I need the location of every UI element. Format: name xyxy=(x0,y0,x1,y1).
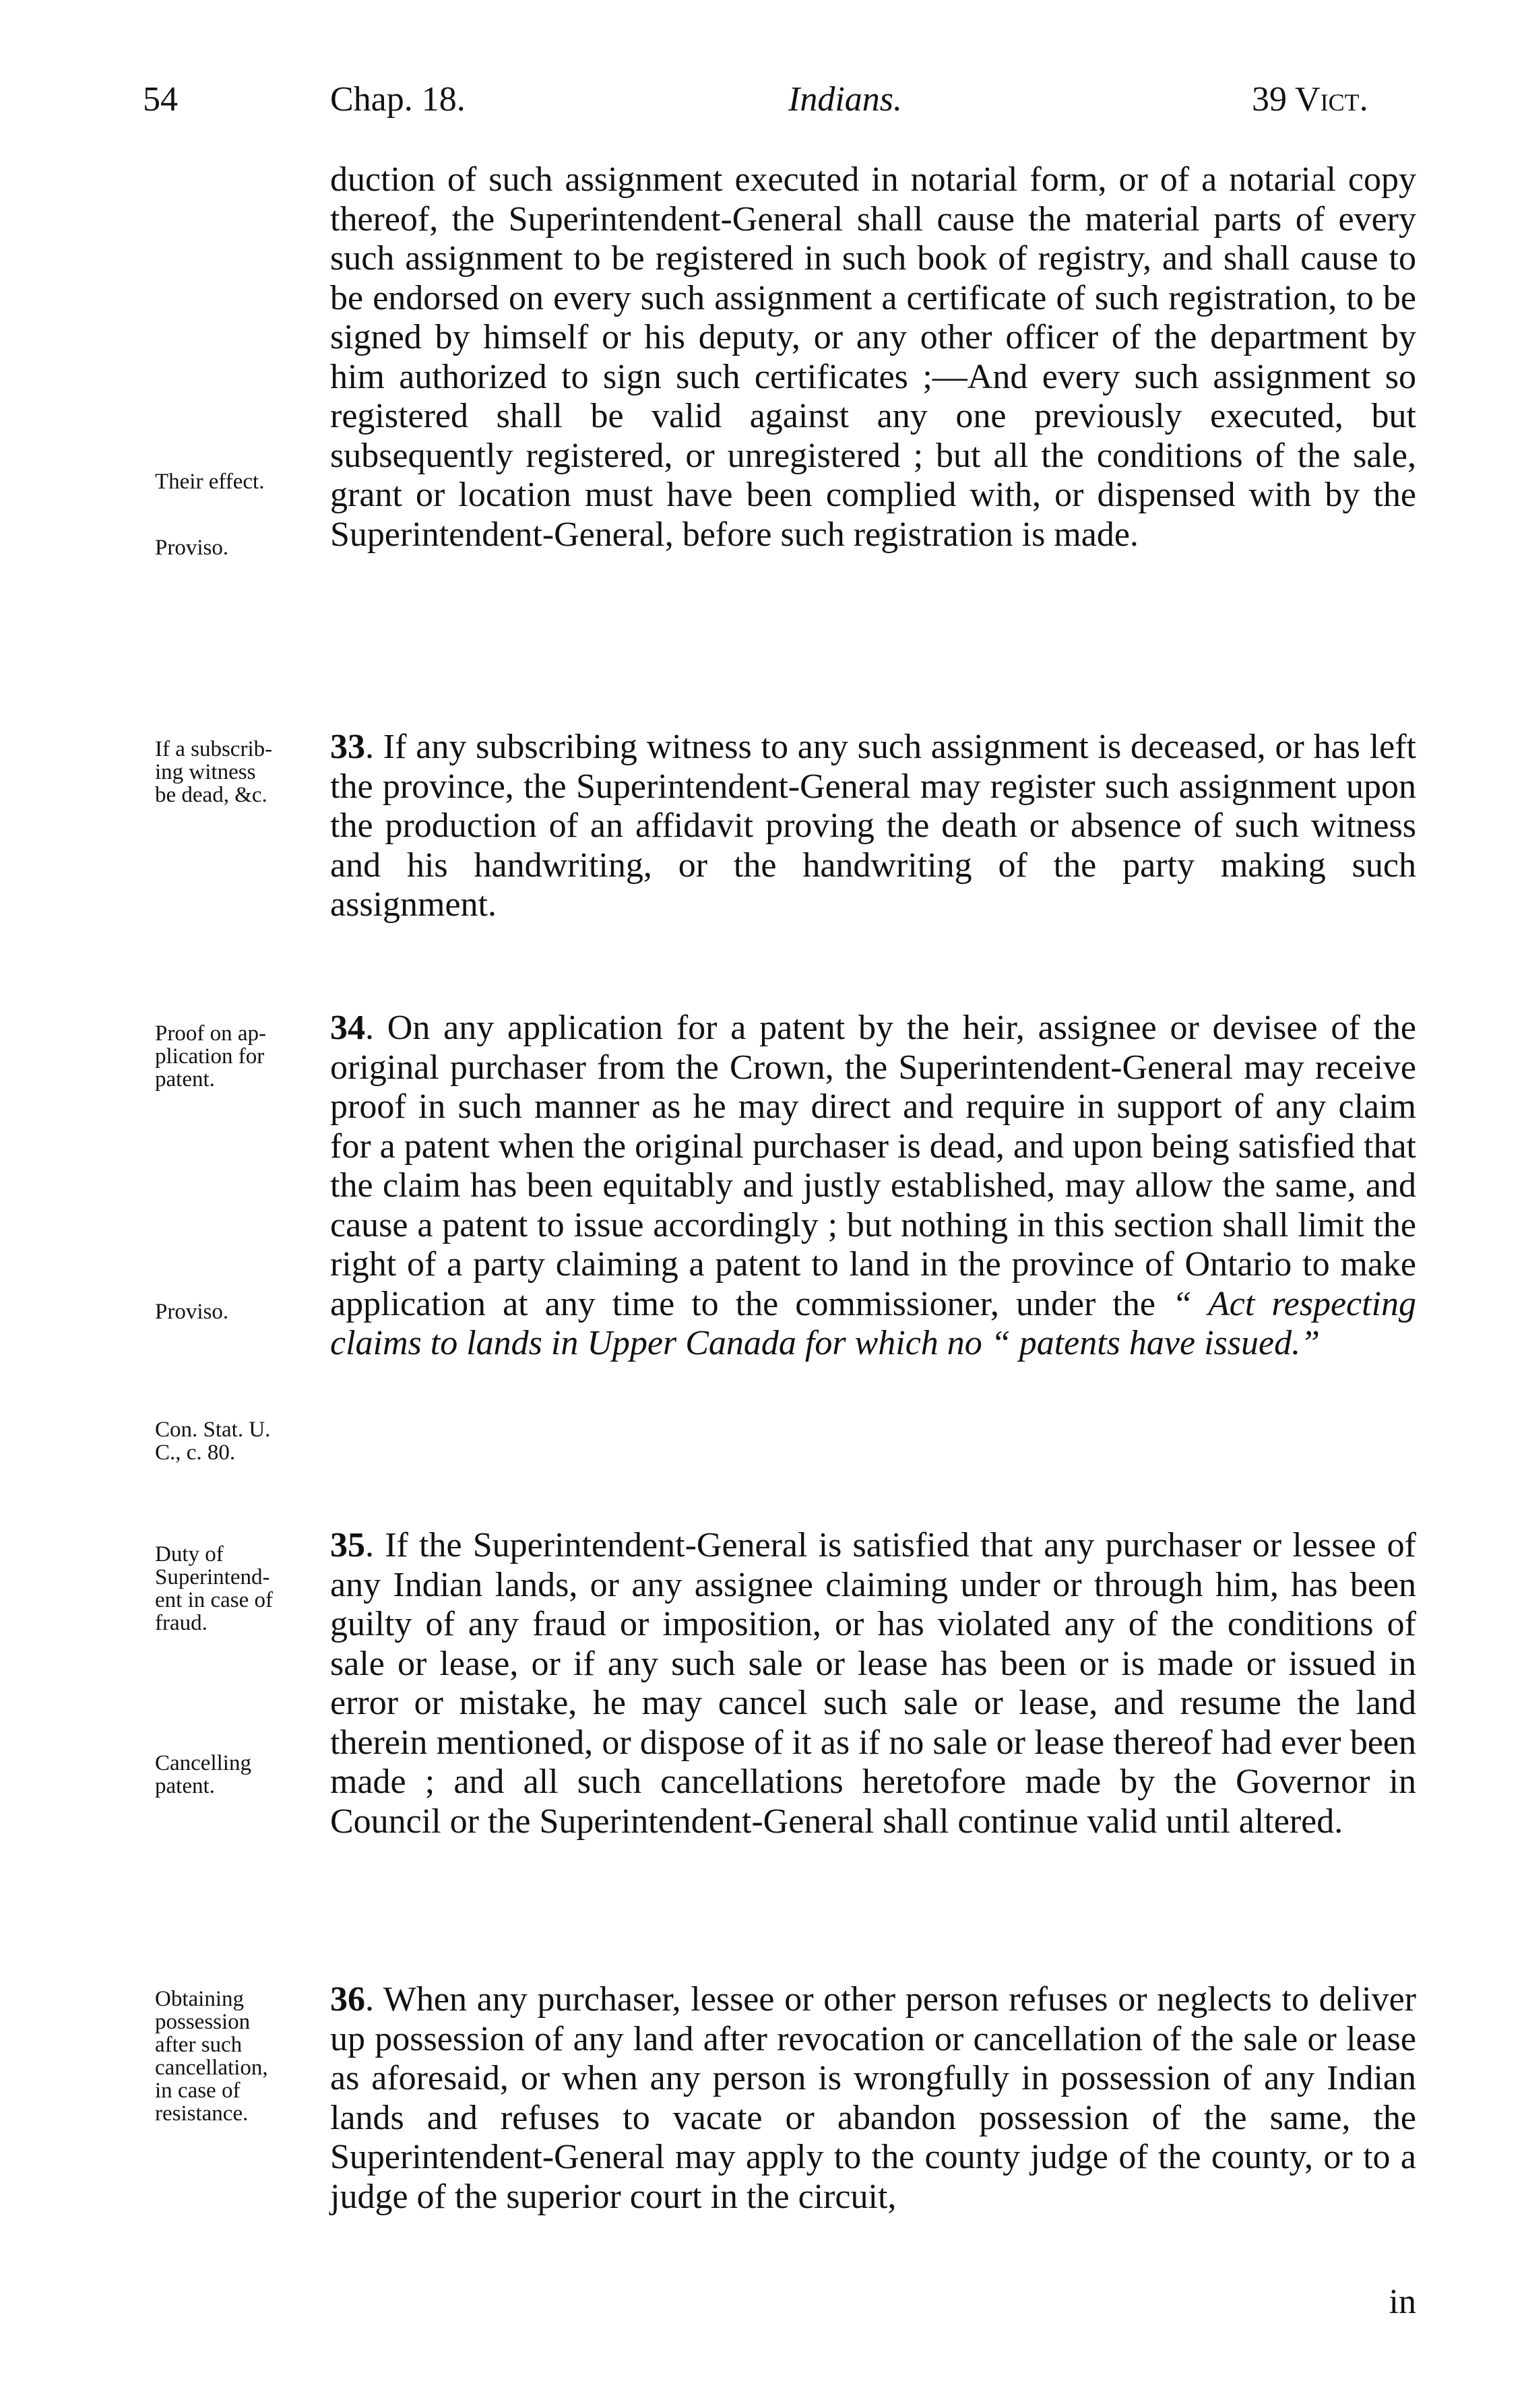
section-35-text: . If the Superintendent-General is satisfied that any purchaser or lessee of any Indian lands, or any assignee claiming under or through him, has been guilty of any fraud or imposition, or has violated any of the conditions of sale or lease, or if any such sale or lease has been or is made or issued in error or mistake, he may cancel such sale or lease, and resume the land therein mentioned, or dispose of it as if no sale or lease thereof had ever been made ; and all such cancellations heretofore made by the Governor in Council or the Superintendent-General shall continue valid until altered. xyxy=(330,1526,1416,1841)
chapter-label: Chap. 18. xyxy=(330,80,466,119)
section-34-text: . On any application for a patent by the heir, assignee or devisee of the original purchaser from the Crown, the Superintendent-General may receive proof in such manner as he may direct and require in support of any claim for a patent when the original purchaser is dead, and upon being satisfied that the claim has been equitably and justly established, may allow the same, and cause a patent to issue accordingly ; but nothing in this section shall limit the right of a party claiming a patent to land in the province of Ontario to make application at any time to the commissioner, under the xyxy=(330,1009,1416,1323)
catchword: in xyxy=(1389,2283,1416,2321)
section-35-number: 35 xyxy=(330,1526,365,1564)
section-33-text: . If any subscribing witness to any such assignment is deceased, or has left the province, the Superintendent-General may register such assignment upon the production of an affidavit proving the death or absence of such witness and his handwriting, or the handwriting of the party making such assignment. xyxy=(330,728,1416,924)
section-35 xyxy=(330,1526,1416,1841)
running-title: Indians. xyxy=(788,80,902,119)
section-34-number: 34 xyxy=(330,1009,365,1047)
continued-paragraph: duction of such assignment executed in notarial form, or of a notarial copy thereof, the Superintendent-General shall cause the material parts of every such assignment to be registered in such book of registry, and shall cause to be endorsed on every such assignment a certificate of such registration, to be signed by himself or his deputy, or any other officer of the department by him authorized to sign such certificates ;—And every such assignment so registered shall be valid against any one previously executed, but subsequently registered, or unregistered ; but all the conditions of the sale, grant or location must have been complied with, or dispensed with by the Superintendent-General, before such registration is made. xyxy=(330,160,1416,554)
margin-note-proviso: Proviso. xyxy=(155,536,229,560)
margin-note-their-effect: Their effect. xyxy=(155,470,265,494)
continued-section-text xyxy=(330,160,1416,555)
margin-note-cancelling-patent: Cancelling patent. xyxy=(155,1751,251,1798)
section-36 xyxy=(330,1980,1416,2217)
catchword-line xyxy=(330,2283,1416,2322)
section-36-paragraph xyxy=(330,1980,1416,2217)
cited-act-title: “ Act respecting claims to lands in Upper Canada for which no “ patents have issued.” xyxy=(330,1284,1416,1362)
section-33-number: 33 xyxy=(330,728,365,766)
page-number: 54 xyxy=(143,80,178,119)
margin-note-obtaining-possession: Obtaining possession after such cancellation, in case of resistance. xyxy=(155,1987,268,2126)
section-34 xyxy=(330,1009,1416,1364)
section-36-text: . When any purchaser, lessee or other person refuses or neglects to deliver up possession of any land after revocation or cancellation of the sale or lease as aforesaid, or when any person is wrongfully in possession of any Indian lands and refuses to vacate or abandon possession of the same, the Superintendent-General may apply to the county judge of the county, or to a judge of the superior court in the circuit, xyxy=(330,1980,1416,2216)
section-34-paragraph xyxy=(330,1009,1416,1364)
section-36-number: 36 xyxy=(330,1980,365,2019)
section-33 xyxy=(330,728,1416,925)
margin-note-duty-in-case-of-fraud: Duty of Superintend- ent in case of fraud. xyxy=(155,1542,274,1635)
margin-note-consolidated-statute: Con. Stat. U. C., c. 80. xyxy=(155,1418,271,1465)
regnal-year: 39 Vict. xyxy=(1252,80,1368,119)
section-35-paragraph xyxy=(330,1526,1416,1841)
margin-note-proof-on-application: Proof on ap- plication for patent. xyxy=(155,1021,266,1091)
margin-note-subscribing-witness: If a subscrib- ing witness be dead, &c. xyxy=(155,737,273,807)
page-header xyxy=(0,80,1524,140)
margin-note-proviso-2: Proviso. xyxy=(155,1300,229,1324)
section-33-paragraph xyxy=(330,728,1416,925)
